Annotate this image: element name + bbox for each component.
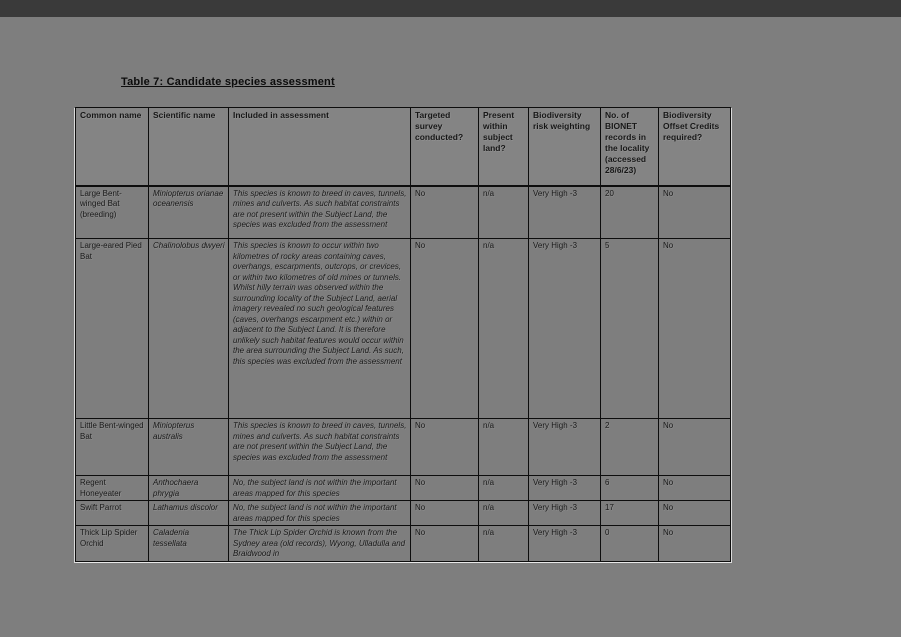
included-in-assessment-cell: This species is known to breed in caves, tunnels, mines and culverts. As such habitat constraints are not present within the Subject Land, the species was excluded from the assessment [229, 419, 411, 476]
common-name-cell: Swift Parrot [76, 501, 149, 526]
scientific-name-cell: Caladenia tessellata [149, 526, 229, 562]
scientific-name-cell: Miniopterus orianae oceanensis [149, 186, 229, 239]
bionet-records-cell: 2 [601, 419, 659, 476]
table-caption: Table 7: Candidate species assessment [121, 76, 335, 88]
risk-weighting-cell: Very High -3 [529, 526, 601, 562]
credits-required-cell: No [659, 501, 731, 526]
table-row [76, 501, 731, 526]
common-name-cell: Thick Lip Spider Orchid [76, 526, 149, 562]
scientific-name-cell: Anthochaera phrygia [149, 476, 229, 501]
targeted-survey-cell: No [411, 186, 479, 239]
common-name-cell: Large-eared Pied Bat [76, 239, 149, 419]
targeted-survey-cell: No [411, 239, 479, 419]
bionet-records-cell: 0 [601, 526, 659, 562]
common-name-cell: Little Bent-winged Bat [76, 419, 149, 476]
bionet-records-cell: 5 [601, 239, 659, 419]
credits-required-cell: No [659, 186, 731, 239]
targeted-survey-cell: No [411, 419, 479, 476]
scientific-name-cell: Lathamus discolor [149, 501, 229, 526]
present-within-cell: n/a [479, 186, 529, 239]
header-present-within: Present within subject land? [479, 108, 529, 186]
targeted-survey-cell: No [411, 501, 479, 526]
table-row [76, 239, 731, 419]
credits-required-cell: No [659, 419, 731, 476]
credits-required-cell: No [659, 239, 731, 419]
present-within-cell: n/a [479, 526, 529, 562]
risk-weighting-cell: Very High -3 [529, 501, 601, 526]
table-row [76, 186, 731, 239]
risk-weighting-cell: Very High -3 [529, 186, 601, 239]
header-offset-credits: Biodiversity Offset Credits required? [659, 108, 731, 186]
header-included-in-assessment: Included in assessment [229, 108, 411, 186]
bionet-records-cell: 17 [601, 501, 659, 526]
common-name-cell: Regent Honeyeater [76, 476, 149, 501]
header-bionet-records: No. of BIONET records in the locality (accessed 28/6/23) [601, 108, 659, 186]
risk-weighting-cell: Very High -3 [529, 419, 601, 476]
table-row [76, 526, 731, 562]
header-scientific-name: Scientific name [149, 108, 229, 186]
header-risk-weighting: Biodiversity risk weighting [529, 108, 601, 186]
table-header-row [76, 108, 731, 186]
bionet-records-cell: 20 [601, 186, 659, 239]
included-in-assessment-cell: This species is known to breed in caves, tunnels, mines and culverts. As such habitat constraints are not present within the Subject Land, the species was excluded from the assessment [229, 186, 411, 239]
included-in-assessment-cell: The Thick Lip Spider Orchid is known from the Sydney area (old records), Wyong, Ulladulla and Braidwood in [229, 526, 411, 562]
bionet-records-cell: 6 [601, 476, 659, 501]
present-within-cell: n/a [479, 476, 529, 501]
header-targeted-survey: Targeted survey conducted? [411, 108, 479, 186]
included-in-assessment-cell: This species is known to occur within two kilometres of rocky areas containing caves, overhangs, escarpments, outcrops, or crevices, or within two kilometres of old mines or tunnels. Whilst hilly terrain was observed within the surrounding locality of the Subject Land, aerial imagery revealed no such geological features (caves, overhangs escarpment etc.) within or adjacent to the Subject Land. It is therefore unlikely such habitat features would occur within the area surrounding the Subject Land. As such, this species was excluded from the assessment [229, 239, 411, 419]
included-in-assessment-cell: No, the subject land is not within the important areas mapped for this species [229, 476, 411, 501]
common-name-cell: Large Bent-winged Bat (breeding) [76, 186, 149, 239]
credits-required-cell: No [659, 526, 731, 562]
risk-weighting-cell: Very High -3 [529, 476, 601, 501]
included-in-assessment-cell: No, the subject land is not within the important areas mapped for this species [229, 501, 411, 526]
scientific-name-cell: Chalinolobus dwyeri [149, 239, 229, 419]
targeted-survey-cell: No [411, 476, 479, 501]
table-row [76, 476, 731, 501]
scientific-name-cell: Miniopterus australis [149, 419, 229, 476]
present-within-cell: n/a [479, 239, 529, 419]
candidate-species-table [75, 107, 731, 562]
targeted-survey-cell: No [411, 526, 479, 562]
table-row [76, 419, 731, 476]
present-within-cell: n/a [479, 419, 529, 476]
present-within-cell: n/a [479, 501, 529, 526]
header-common-name: Common name [76, 108, 149, 186]
credits-required-cell: No [659, 476, 731, 501]
risk-weighting-cell: Very High -3 [529, 239, 601, 419]
